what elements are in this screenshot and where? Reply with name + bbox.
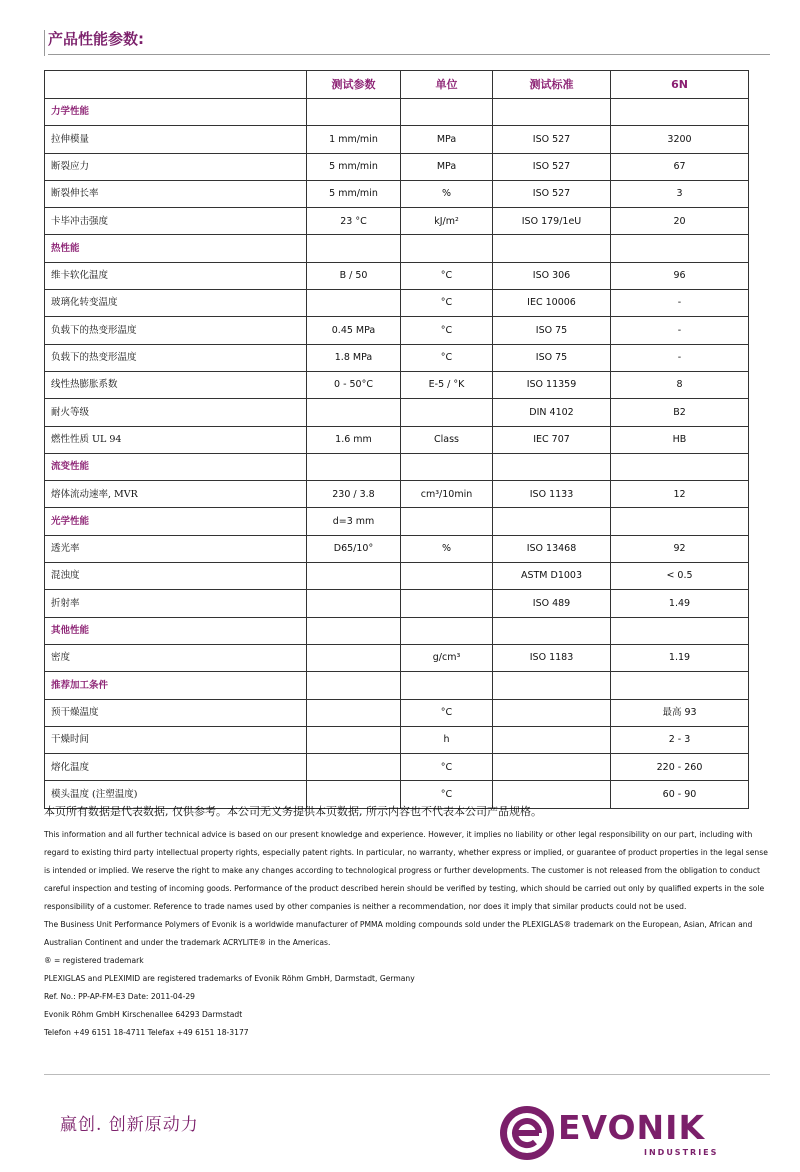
table-row bbox=[45, 126, 749, 153]
test-standard: ISO 1183 bbox=[493, 644, 611, 671]
value: 67 bbox=[611, 153, 749, 180]
section-row bbox=[45, 453, 749, 480]
section-title: 流变性能 bbox=[45, 453, 307, 480]
evonik-logo-icon bbox=[498, 1104, 556, 1162]
value: - bbox=[611, 344, 749, 371]
header-unit: 单位 bbox=[401, 71, 493, 99]
unit: % bbox=[401, 535, 493, 562]
unit: °C bbox=[401, 262, 493, 289]
test-standard: DIN 4102 bbox=[493, 399, 611, 426]
unit: °C bbox=[401, 317, 493, 344]
empty-cell bbox=[493, 617, 611, 644]
properties-table bbox=[44, 70, 749, 809]
unit: h bbox=[401, 726, 493, 753]
test-parameter bbox=[307, 754, 401, 781]
table-body bbox=[45, 99, 749, 809]
table-row bbox=[45, 726, 749, 753]
empty-cell bbox=[611, 453, 749, 480]
test-parameter bbox=[307, 644, 401, 671]
section-row bbox=[45, 617, 749, 644]
unit: MPa bbox=[401, 153, 493, 180]
section-parameter: d=3 mm bbox=[307, 508, 401, 535]
test-standard: ISO 527 bbox=[493, 126, 611, 153]
empty-cell bbox=[611, 235, 749, 262]
table-header-row bbox=[45, 71, 749, 99]
table-row bbox=[45, 399, 749, 426]
table-row bbox=[45, 262, 749, 289]
slogan: 赢创. 创新原动力 bbox=[60, 1115, 199, 1135]
test-standard bbox=[493, 726, 611, 753]
table-row bbox=[45, 563, 749, 590]
test-parameter: D65/10° bbox=[307, 535, 401, 562]
property-name: 玻璃化转变温度 bbox=[45, 290, 307, 317]
section-title: 热性能 bbox=[45, 235, 307, 262]
table-row bbox=[45, 153, 749, 180]
test-parameter: 0 - 50°C bbox=[307, 371, 401, 398]
value: - bbox=[611, 317, 749, 344]
test-standard bbox=[493, 754, 611, 781]
chinese-note: 本页所有数据是代表数据, 仅供参考。本公司无义务提供本页数据, 所示内容也不代表本公司产品规格。 bbox=[44, 805, 542, 818]
section-parameter bbox=[307, 453, 401, 480]
value: - bbox=[611, 290, 749, 317]
unit: MPa bbox=[401, 126, 493, 153]
test-standard: IEC 10006 bbox=[493, 290, 611, 317]
test-standard: ISO 306 bbox=[493, 262, 611, 289]
section-parameter bbox=[307, 235, 401, 262]
test-standard: ISO 489 bbox=[493, 590, 611, 617]
section-parameter bbox=[307, 672, 401, 699]
unit bbox=[401, 563, 493, 590]
table-row bbox=[45, 644, 749, 671]
title-tick bbox=[44, 30, 45, 56]
unit: cm³/10min bbox=[401, 481, 493, 508]
property-name: 断裂应力 bbox=[45, 153, 307, 180]
value: 220 - 260 bbox=[611, 754, 749, 781]
header-property bbox=[45, 71, 307, 99]
empty-cell bbox=[493, 99, 611, 126]
empty-cell bbox=[611, 617, 749, 644]
title-divider bbox=[48, 54, 770, 55]
header-test-parameter: 测试参数 bbox=[307, 71, 401, 99]
header-grade: 6N bbox=[611, 71, 749, 99]
value: 12 bbox=[611, 481, 749, 508]
header-test-standard: 测试标准 bbox=[493, 71, 611, 99]
test-parameter: 23 °C bbox=[307, 208, 401, 235]
test-standard: ISO 75 bbox=[493, 344, 611, 371]
empty-cell bbox=[611, 99, 749, 126]
property-name: 负载下的热变形温度 bbox=[45, 344, 307, 371]
section-parameter bbox=[307, 617, 401, 644]
value: 3200 bbox=[611, 126, 749, 153]
section-title: 其他性能 bbox=[45, 617, 307, 644]
property-name: 折射率 bbox=[45, 590, 307, 617]
property-name: 卡毕冲击强度 bbox=[45, 208, 307, 235]
empty-cell bbox=[401, 235, 493, 262]
unit: E-5 / °K bbox=[401, 371, 493, 398]
test-parameter: 5 mm/min bbox=[307, 180, 401, 207]
value: 1.19 bbox=[611, 644, 749, 671]
property-name: 预干燥温度 bbox=[45, 699, 307, 726]
empty-cell bbox=[611, 672, 749, 699]
page-title: 产品性能参数: bbox=[48, 30, 144, 48]
section-row bbox=[45, 235, 749, 262]
table-row bbox=[45, 426, 749, 453]
empty-cell bbox=[493, 235, 611, 262]
test-standard: ISO 527 bbox=[493, 153, 611, 180]
test-parameter bbox=[307, 590, 401, 617]
evonik-logo bbox=[498, 1102, 738, 1164]
value: < 0.5 bbox=[611, 563, 749, 590]
empty-cell bbox=[401, 508, 493, 535]
section-title: 光学性能 bbox=[45, 508, 307, 535]
test-parameter bbox=[307, 699, 401, 726]
test-parameter: 1.8 MPa bbox=[307, 344, 401, 371]
registered-note: ® = registered trademark bbox=[44, 956, 144, 965]
contact-phone: Telefon +49 6151 18-4711 Telefax +49 6151 18-3177 bbox=[44, 1028, 249, 1037]
table-row bbox=[45, 754, 749, 781]
table-row bbox=[45, 208, 749, 235]
unit: Class bbox=[401, 426, 493, 453]
disclaimer-paragraph: This information and all further technical advice is based on our present knowledge and experience. However, it implies no liability or other legal responsibility on our part, including with regard to existing third party intellectual property rights, especially patent rights. In particular, no warranty, whether express or implied, or guarantee of product properties in the legal sense is intended or implied. We reserve the right to make any changes according to technological progress or further developments. The customer is not released from the obligation to conduct careful inspection and testing of incoming goods. Performance of the product described herein should be verified by testing, which should be carried out only by qualified experts in the sole responsibility of a customer. Reference to trade names used by other companies is neither a recommendation, nor does it imply that similar products could not be used. bbox=[44, 830, 768, 911]
table-row bbox=[45, 590, 749, 617]
property-name: 透光率 bbox=[45, 535, 307, 562]
footer-divider bbox=[44, 1074, 770, 1075]
property-name: 拉伸模量 bbox=[45, 126, 307, 153]
test-standard: ISO 11359 bbox=[493, 371, 611, 398]
section-title: 推荐加工条件 bbox=[45, 672, 307, 699]
test-parameter: 1 mm/min bbox=[307, 126, 401, 153]
test-parameter: 1.6 mm bbox=[307, 426, 401, 453]
value: 92 bbox=[611, 535, 749, 562]
test-parameter: 230 / 3.8 bbox=[307, 481, 401, 508]
test-parameter: B / 50 bbox=[307, 262, 401, 289]
test-standard bbox=[493, 699, 611, 726]
property-name: 负载下的热变形温度 bbox=[45, 317, 307, 344]
value: 最高 93 bbox=[611, 699, 749, 726]
empty-cell bbox=[401, 672, 493, 699]
test-standard: ISO 13468 bbox=[493, 535, 611, 562]
test-standard: IEC 707 bbox=[493, 426, 611, 453]
property-name: 线性热膨胀系数 bbox=[45, 371, 307, 398]
empty-cell bbox=[493, 508, 611, 535]
value: B2 bbox=[611, 399, 749, 426]
unit: kJ/m² bbox=[401, 208, 493, 235]
table-row bbox=[45, 344, 749, 371]
table-row bbox=[45, 535, 749, 562]
test-standard: ISO 527 bbox=[493, 180, 611, 207]
section-parameter bbox=[307, 99, 401, 126]
section-row bbox=[45, 672, 749, 699]
test-parameter bbox=[307, 726, 401, 753]
table-row bbox=[45, 481, 749, 508]
section-title: 力学性能 bbox=[45, 99, 307, 126]
unit: g/cm³ bbox=[401, 644, 493, 671]
property-name: 燃性性质 UL 94 bbox=[45, 426, 307, 453]
test-standard: ISO 1133 bbox=[493, 481, 611, 508]
test-parameter: 5 mm/min bbox=[307, 153, 401, 180]
unit: °C bbox=[401, 699, 493, 726]
table-row bbox=[45, 290, 749, 317]
table-row bbox=[45, 180, 749, 207]
unit: °C bbox=[401, 781, 493, 808]
test-parameter bbox=[307, 563, 401, 590]
value: 8 bbox=[611, 371, 749, 398]
table-row bbox=[45, 317, 749, 344]
property-name: 模头温度 (注塑温度) bbox=[45, 781, 307, 808]
logo-subtitle: INDUSTRIES bbox=[644, 1148, 719, 1157]
value: 1.49 bbox=[611, 590, 749, 617]
section-row bbox=[45, 508, 749, 535]
unit: % bbox=[401, 180, 493, 207]
table-row bbox=[45, 371, 749, 398]
unit: °C bbox=[401, 344, 493, 371]
table-row bbox=[45, 699, 749, 726]
company-address: Evonik Röhm GmbH Kirschenallee 64293 Darmstadt bbox=[44, 1010, 243, 1019]
property-name: 密度 bbox=[45, 644, 307, 671]
test-parameter bbox=[307, 399, 401, 426]
logo-wordmark: EVONIK bbox=[558, 1108, 706, 1147]
unit bbox=[401, 590, 493, 617]
property-name: 断裂伸长率 bbox=[45, 180, 307, 207]
disclaimer-block bbox=[44, 826, 772, 1042]
test-standard: ASTM D1003 bbox=[493, 563, 611, 590]
unit: °C bbox=[401, 290, 493, 317]
empty-cell bbox=[401, 453, 493, 480]
empty-cell bbox=[611, 508, 749, 535]
empty-cell bbox=[401, 617, 493, 644]
empty-cell bbox=[493, 672, 611, 699]
value: 96 bbox=[611, 262, 749, 289]
property-name: 维卡软化温度 bbox=[45, 262, 307, 289]
business-unit-paragraph: The Business Unit Performance Polymers of Evonik is a worldwide manufacturer of PMMA molding compounds sold under the PLEXIGLAS® trademark on the European, Asian, African and Australian Continent and under the trademark ACRYLITE® in the Americas. bbox=[44, 920, 753, 947]
unit: °C bbox=[401, 754, 493, 781]
empty-cell bbox=[493, 453, 611, 480]
section-row bbox=[45, 99, 749, 126]
value: 2 - 3 bbox=[611, 726, 749, 753]
test-standard: ISO 75 bbox=[493, 317, 611, 344]
empty-cell bbox=[401, 99, 493, 126]
property-name: 熔体流动速率, MVR bbox=[45, 481, 307, 508]
value: HB bbox=[611, 426, 749, 453]
property-name: 混浊度 bbox=[45, 563, 307, 590]
unit bbox=[401, 399, 493, 426]
test-standard: ISO 179/1eU bbox=[493, 208, 611, 235]
property-name: 熔化温度 bbox=[45, 754, 307, 781]
value: 60 - 90 bbox=[611, 781, 749, 808]
reference-number: Ref. No.: PP-AP-FM-E3 Date: 2011-04-29 bbox=[44, 992, 196, 1001]
property-name: 干燥时间 bbox=[45, 726, 307, 753]
test-parameter: 0.45 MPa bbox=[307, 317, 401, 344]
test-parameter bbox=[307, 290, 401, 317]
value: 3 bbox=[611, 180, 749, 207]
value: 20 bbox=[611, 208, 749, 235]
trademark-note: PLEXIGLAS and PLEXIMID are registered trademarks of Evonik Röhm GmbH, Darmstadt, Germany bbox=[44, 974, 415, 983]
property-name: 耐火等级 bbox=[45, 399, 307, 426]
